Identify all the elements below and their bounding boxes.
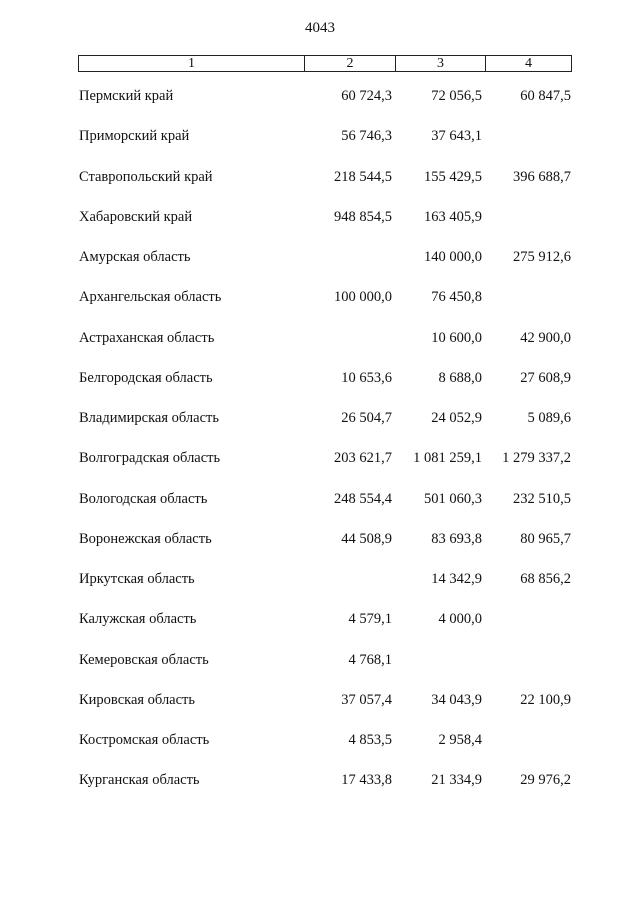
column-2-value: 26 504,7	[341, 410, 392, 426]
column-2-value: 100 000,0	[334, 289, 392, 306]
column-3-value: 76 450,8	[431, 289, 482, 306]
table-row	[0, 370, 640, 410]
table-row	[0, 611, 640, 651]
column-3-value: 37 643,1	[431, 128, 482, 145]
table-row	[0, 410, 640, 450]
column-2-value: 4 579,1	[348, 611, 392, 628]
column-3-value: 140 000,0	[424, 249, 482, 265]
column-header-1: 1	[79, 56, 305, 71]
region-name: Костромская область	[79, 732, 210, 748]
column-4-value: 5 089,6	[527, 410, 571, 426]
column-4-value: 27 608,9	[520, 369, 571, 386]
region-name: Амурская область	[79, 249, 191, 265]
column-4-value: 80 965,7	[520, 530, 571, 547]
region-name: Калужская область	[79, 611, 197, 628]
column-2-value: 56 746,3	[341, 128, 392, 145]
table-row	[0, 491, 640, 531]
column-3-value: 1 081 259,1	[413, 450, 482, 467]
column-2-value: 218 544,5	[334, 168, 392, 185]
table-row	[0, 88, 640, 128]
column-3-value: 83 693,8	[431, 530, 482, 547]
column-3-value: 21 334,9	[431, 772, 482, 789]
region-name: Архангельская область	[79, 289, 222, 306]
table-header	[78, 55, 572, 72]
column-2-value: 948 854,5	[334, 208, 392, 225]
column-4-value: 42 900,0	[520, 329, 571, 346]
column-3-value: 34 043,9	[431, 691, 482, 708]
table-row	[0, 692, 640, 732]
column-3-value: 72 056,5	[431, 88, 482, 104]
region-name: Волгоградская область	[79, 450, 221, 467]
region-name: Хабаровский край	[79, 208, 193, 225]
table-row	[0, 571, 640, 611]
region-name: Белгородская область	[79, 369, 213, 386]
region-name: Астраханская область	[79, 329, 215, 346]
column-4-value: 22 100,9	[520, 691, 571, 708]
region-name: Приморский край	[79, 128, 190, 145]
column-3-value: 24 052,9	[431, 410, 482, 426]
table-body	[0, 88, 640, 813]
table-row	[0, 289, 640, 329]
table-row	[0, 652, 640, 692]
column-4-value: 232 510,5	[513, 490, 571, 507]
column-2-value: 248 554,4	[334, 490, 392, 507]
column-2-value: 44 508,9	[341, 530, 392, 547]
column-3-value: 155 429,5	[424, 168, 482, 185]
column-2-value: 17 433,8	[341, 772, 392, 789]
page-number: 4043	[305, 20, 335, 36]
column-3-value: 14 342,9	[431, 571, 482, 587]
table-row	[0, 732, 640, 772]
column-4-value: 275 912,6	[513, 249, 571, 265]
region-name: Кировская область	[79, 691, 196, 708]
table-row	[0, 249, 640, 289]
column-4-value: 68 856,2	[520, 571, 571, 587]
table-row	[0, 128, 640, 168]
region-name: Кемеровская область	[79, 651, 209, 668]
column-3-value: 10 600,0	[431, 329, 482, 346]
column-2-value: 203 621,7	[334, 450, 392, 467]
region-name: Владимирская область	[79, 410, 219, 426]
column-3-value: 2 958,4	[438, 732, 482, 748]
column-header-2: 2	[305, 56, 396, 71]
region-name: Курганская область	[79, 772, 200, 789]
region-name: Ставропольский край	[79, 168, 213, 185]
column-header-3: 3	[396, 56, 486, 71]
table-row	[0, 450, 640, 490]
region-name: Пермский край	[79, 88, 174, 104]
column-header-4: 4	[525, 56, 532, 71]
column-2-value: 4 768,1	[348, 651, 392, 668]
region-name: Вологодская область	[79, 490, 208, 507]
region-name: Воронежская область	[79, 530, 212, 547]
column-3-value: 8 688,0	[438, 369, 482, 386]
region-name: Иркутская область	[79, 571, 195, 587]
table-row	[0, 209, 640, 249]
column-4-value: 29 976,2	[520, 772, 571, 789]
column-2-value: 37 057,4	[341, 691, 392, 708]
table-row	[0, 330, 640, 370]
column-4-value: 396 688,7	[513, 168, 571, 185]
column-2-value: 4 853,5	[348, 732, 392, 748]
column-3-value: 163 405,9	[424, 208, 482, 225]
column-3-value: 501 060,3	[424, 490, 482, 507]
column-2-value: 10 653,6	[341, 369, 392, 386]
column-4-value: 1 279 337,2	[502, 450, 571, 467]
column-3-value: 4 000,0	[438, 611, 482, 628]
column-4-value: 60 847,5	[520, 88, 571, 104]
column-2-value: 60 724,3	[341, 88, 392, 104]
table-row	[0, 772, 640, 812]
table-row	[0, 169, 640, 209]
table-row	[0, 531, 640, 571]
